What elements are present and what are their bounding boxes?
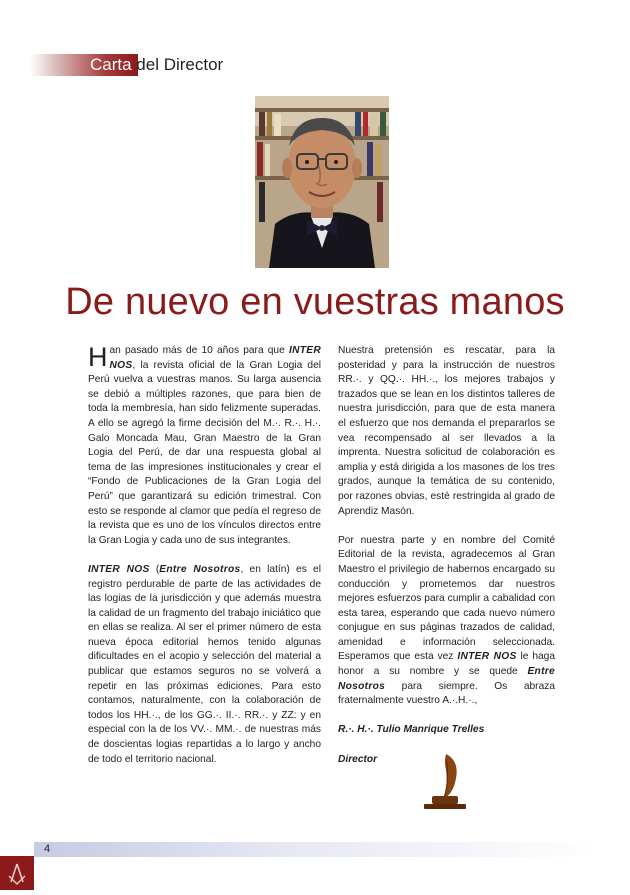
signature-name: R.·. H.·. Tulio Manrique Trelles	[338, 724, 485, 736]
page-number-bar	[34, 842, 600, 857]
corner-mark	[0, 856, 34, 890]
portrait-illustration	[255, 96, 389, 268]
brand-name-latin: Entre Nosotros	[159, 563, 241, 575]
text-run: , la revista oficial de la Gran Logia del Perú vuelva a vuestras manos. Su larga ausencia se debió a múltiples razones, que para bien de toda la membresía, han sido felizmente superadas. A ello se agregó la firme decisión del M.·. R.·. H.·. Galo Moncada Mau, Gran Maestro de la Gran Logia del Perú, de dar una respuesta global al tema de las impresiones institucionales y crear el “Fondo de Publicaciones de la Gran Logia del Perú” que garantizará su edición trimestral. Con esto se responde al clamor que pedía el regreso de la revista que es uno de los vínculos directos entre la Gran Logia y cada uno de sus integrantes.	[88, 359, 321, 546]
right-column	[338, 344, 555, 782]
director-portrait	[255, 96, 389, 268]
text-run: , en latín) es el registro perdurable de parte de las actividades de las logias de la jurisdicción y que además muestra la calidad de un fragmento del trabajo iniciático que en ellas se realiza. Al ser el primer número de esta nueva época editorial hemos tenido algunas dificultades en el acopio y selección del material a publicar que estamos seguros no se volverá a repetir en las próximas ediciones. Para esto contamos, naturalmente, con la colaboración de todos los HH.·., de los GG.·. II.·. RR.·. y ZZ: y en especial con la de los VV.·. MM.·. de nuestras más de doscientas logias repartidas a lo largo y ancho de todo el territorio nacional.	[88, 563, 321, 765]
text-run: Por nuestra parte y en nombre del Comité Editorial de la revista, agradecemos al Gran Maestro el privilegio de habernos encargado su conducción y prometemos dar nuestros mejores esfuerzos para cumplir a cabalidad con esta tarea, esperando que cada nuevo número conjugue en sus páginas trazados de calidad, amenidad e información seleccionada. Esperamos que esta vez	[338, 534, 555, 663]
text-run: le haga honor a su nombre y se quede	[338, 651, 556, 678]
drop-cap: H	[88, 342, 108, 372]
text-run: (	[149, 563, 160, 575]
left-column	[88, 344, 321, 782]
paragraph	[88, 563, 321, 767]
paragraph: Nuestra pretensión es rescatar, para la posteridad y para la instrucción de nuestros RR.·. y QQ.·. HH.·., los mejores trabajos y trazados que se lean en los distintos talleres de nuestra jurisdicción, para que de esta manera el esfuerzo que nos demanda el prepararlos se vea recompensado al ser llevados a la imprenta. Nuestra solicitud de colaboración es amplia y está dirigida a los masones de los tres grados, aunque la temática de su contenido, por razones obvias, esté restringida al grado de Aprendiz Masón.	[338, 345, 555, 517]
text-run: an pasado más de 10 años para que	[109, 345, 289, 356]
section-title	[90, 54, 223, 76]
page-number: 4	[44, 843, 51, 855]
brand-name: INTER NOS	[88, 563, 150, 575]
brand-name-latin: Entre Nosotros	[338, 666, 555, 692]
signature-role: Director	[338, 753, 378, 765]
brand-name: INTER NOS	[109, 345, 321, 371]
quill-and-inkwell-icon	[420, 752, 470, 812]
paragraph	[88, 344, 321, 548]
text-run: para siempre. Os abraza fraternalmente vuestro A.·.H.·.,	[338, 680, 555, 707]
masonic-emblem-icon	[0, 856, 34, 890]
headline: De nuevo en vuestras manos	[65, 281, 565, 323]
brand-name: INTER NOS	[457, 651, 517, 663]
section-title-word: Carta	[90, 55, 132, 74]
section-title-rest: del Director	[131, 55, 224, 74]
paragraph	[338, 534, 555, 709]
